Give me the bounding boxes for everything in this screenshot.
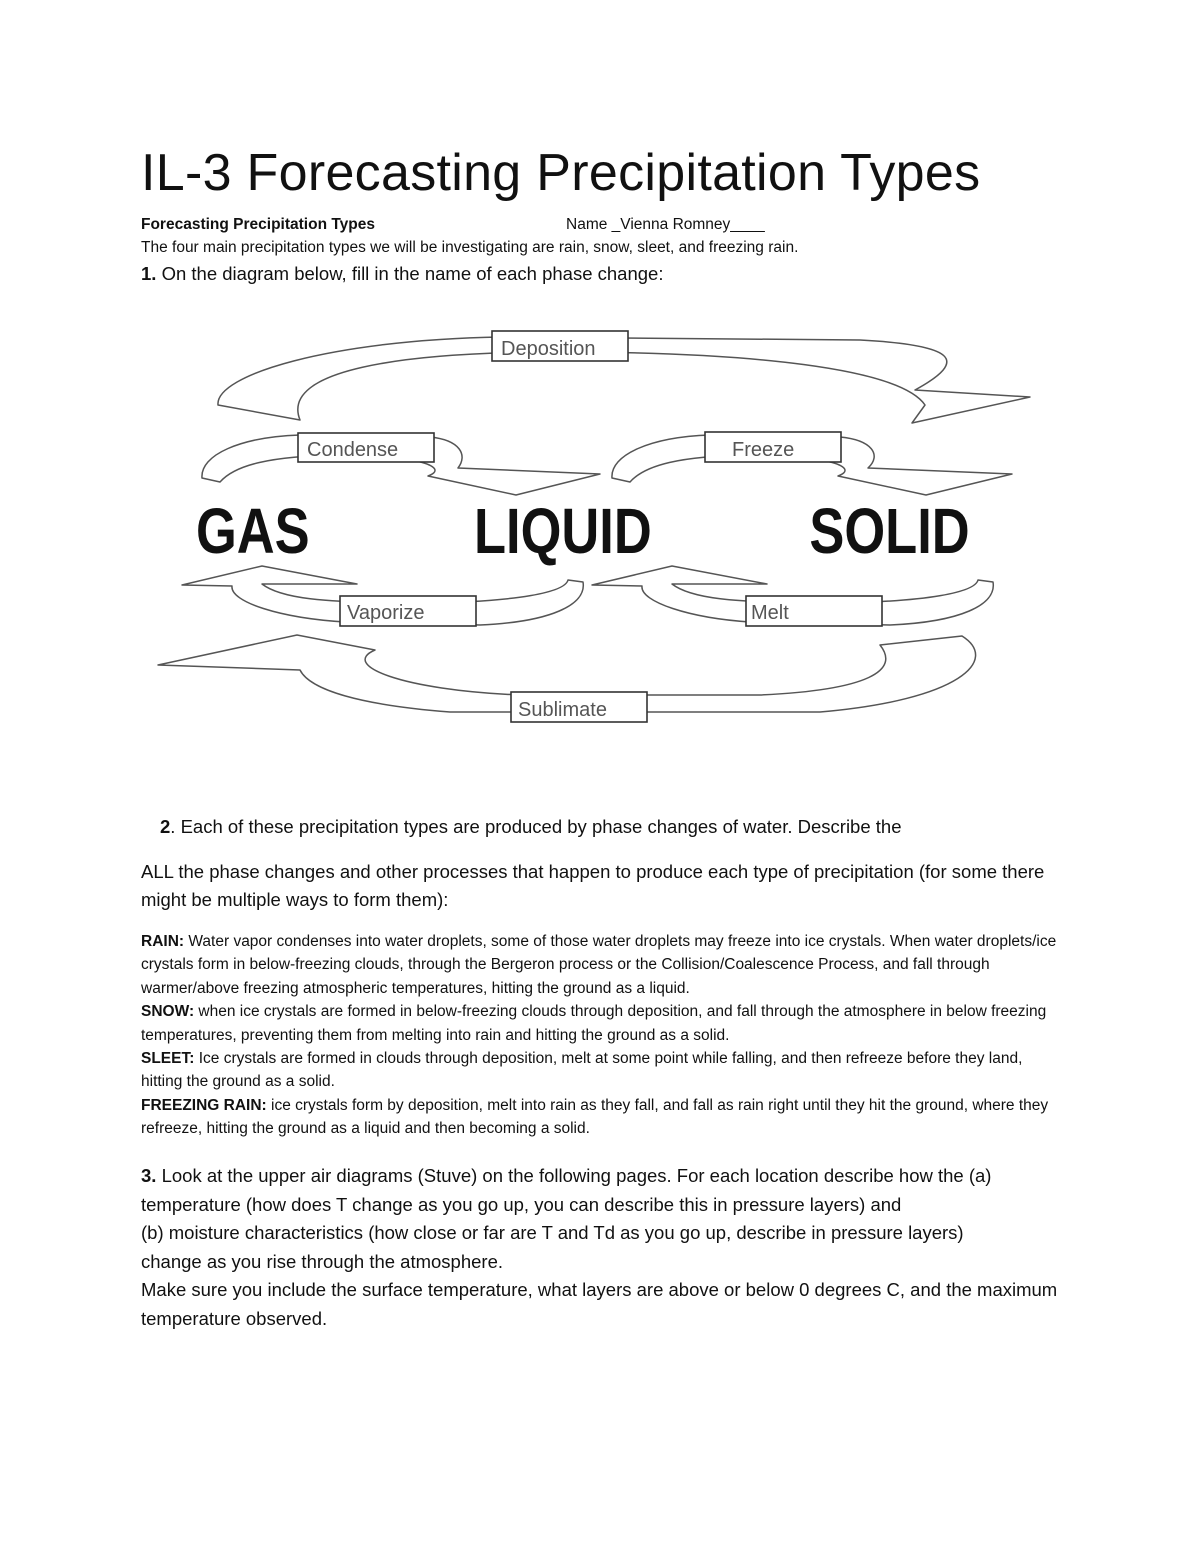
question-3-line4: Make sure you include the surface temperature, what layers are above or below 0 degrees C, and the maximum temperature observed. bbox=[141, 1279, 1058, 1329]
question-1-text: On the diagram below, fill in the name of each phase change: bbox=[156, 263, 664, 284]
question-2-line1: . Each of these precipitation types are produced by phase changes of water. Describe the bbox=[170, 816, 902, 837]
question-2-line2: ALL the phase changes and other processes that happen to produce each type of precipitation (for some there might be multiple ways to form them): bbox=[141, 861, 1045, 910]
sleet-answer bbox=[141, 1047, 1066, 1094]
solid-state-label: SOLID bbox=[809, 496, 970, 568]
question-3-number: 3. bbox=[141, 1165, 157, 1186]
question-3-line3: change as you rise through the atmosphere. bbox=[141, 1250, 504, 1272]
freezing-rain-answer bbox=[141, 1094, 1066, 1141]
deposition-label: Deposition bbox=[501, 338, 596, 360]
question-3 bbox=[141, 1162, 1071, 1334]
snow-answer bbox=[141, 1000, 1066, 1047]
question-3-text: Look at the upper air diagrams (Stuve) on the following pages. For each location describe how the (a) temperature (how does T change as you go up, you can describe this in pressure layers) and bbox=[141, 1165, 992, 1215]
liquid-state-label: LIQUID bbox=[473, 496, 652, 568]
rain-text: Water vapor condenses into water droplets, some of those water droplets may freeze into ice crystals. When water droplets/ice crystals form in below-freezing clouds, through the Bergeron process or the Collision/Coalescence Process, and fall through warmer/above freezing atmospheric temperatures, hitting the ground as a liquid. bbox=[141, 933, 1057, 997]
freeze-label: Freeze bbox=[732, 439, 795, 461]
snow-text: when ice crystals are formed in below-freezing clouds through deposition, and fall through the atmosphere in below freezing temperatures, preventing them from melting into rain and hitting the ground as a solid. bbox=[141, 1003, 1047, 1044]
question-3-line1 bbox=[141, 1162, 1071, 1219]
student-name-field[interactable]: Name _Vienna Romney____ bbox=[566, 216, 765, 233]
answer-block[interactable] bbox=[141, 930, 1066, 1141]
freezing-rain-label: FREEZING RAIN: bbox=[141, 1096, 267, 1114]
question-2-number: 2 bbox=[160, 816, 171, 837]
gas-state-label: GAS bbox=[195, 496, 310, 568]
freezing-rain-text: ice crystals form by deposition, melt into rain as they fall, and fall as rain right until they hit the ground, where they refreeze, hitting the ground as a liquid and then becoming a solid. bbox=[141, 1096, 1049, 1138]
condense-label: Condense bbox=[307, 439, 399, 461]
question-2 bbox=[160, 816, 902, 838]
sleet-text: Ice crystals are formed in clouds through deposition, melt at some point while falling, and then refreeze before they land, hitting the ground as a solid. bbox=[141, 1050, 1023, 1091]
question-1-number: 1. bbox=[141, 263, 157, 284]
snow-label: SNOW: bbox=[141, 1003, 195, 1021]
sleet-label: SLEET: bbox=[141, 1050, 195, 1068]
vaporize-label: Vaporize bbox=[347, 602, 425, 624]
question-3-line2: (b) moisture characteristics (how close or far are T and Td as you go up, describe in pressure layers) bbox=[141, 1222, 964, 1244]
page-title: IL-3 Forecasting Precipitation Types bbox=[141, 144, 981, 202]
melt-label: Melt bbox=[751, 602, 789, 624]
subtitle-text: Forecasting Precipitation Types bbox=[141, 216, 375, 233]
intro-text: The four main precipitation types we will be investigating are rain, snow, sleet, and freezing rain. bbox=[141, 239, 799, 256]
rain-label: RAIN: bbox=[141, 933, 185, 950]
sublimate-label: Sublimate bbox=[518, 699, 607, 721]
rain-answer bbox=[141, 930, 1066, 1000]
